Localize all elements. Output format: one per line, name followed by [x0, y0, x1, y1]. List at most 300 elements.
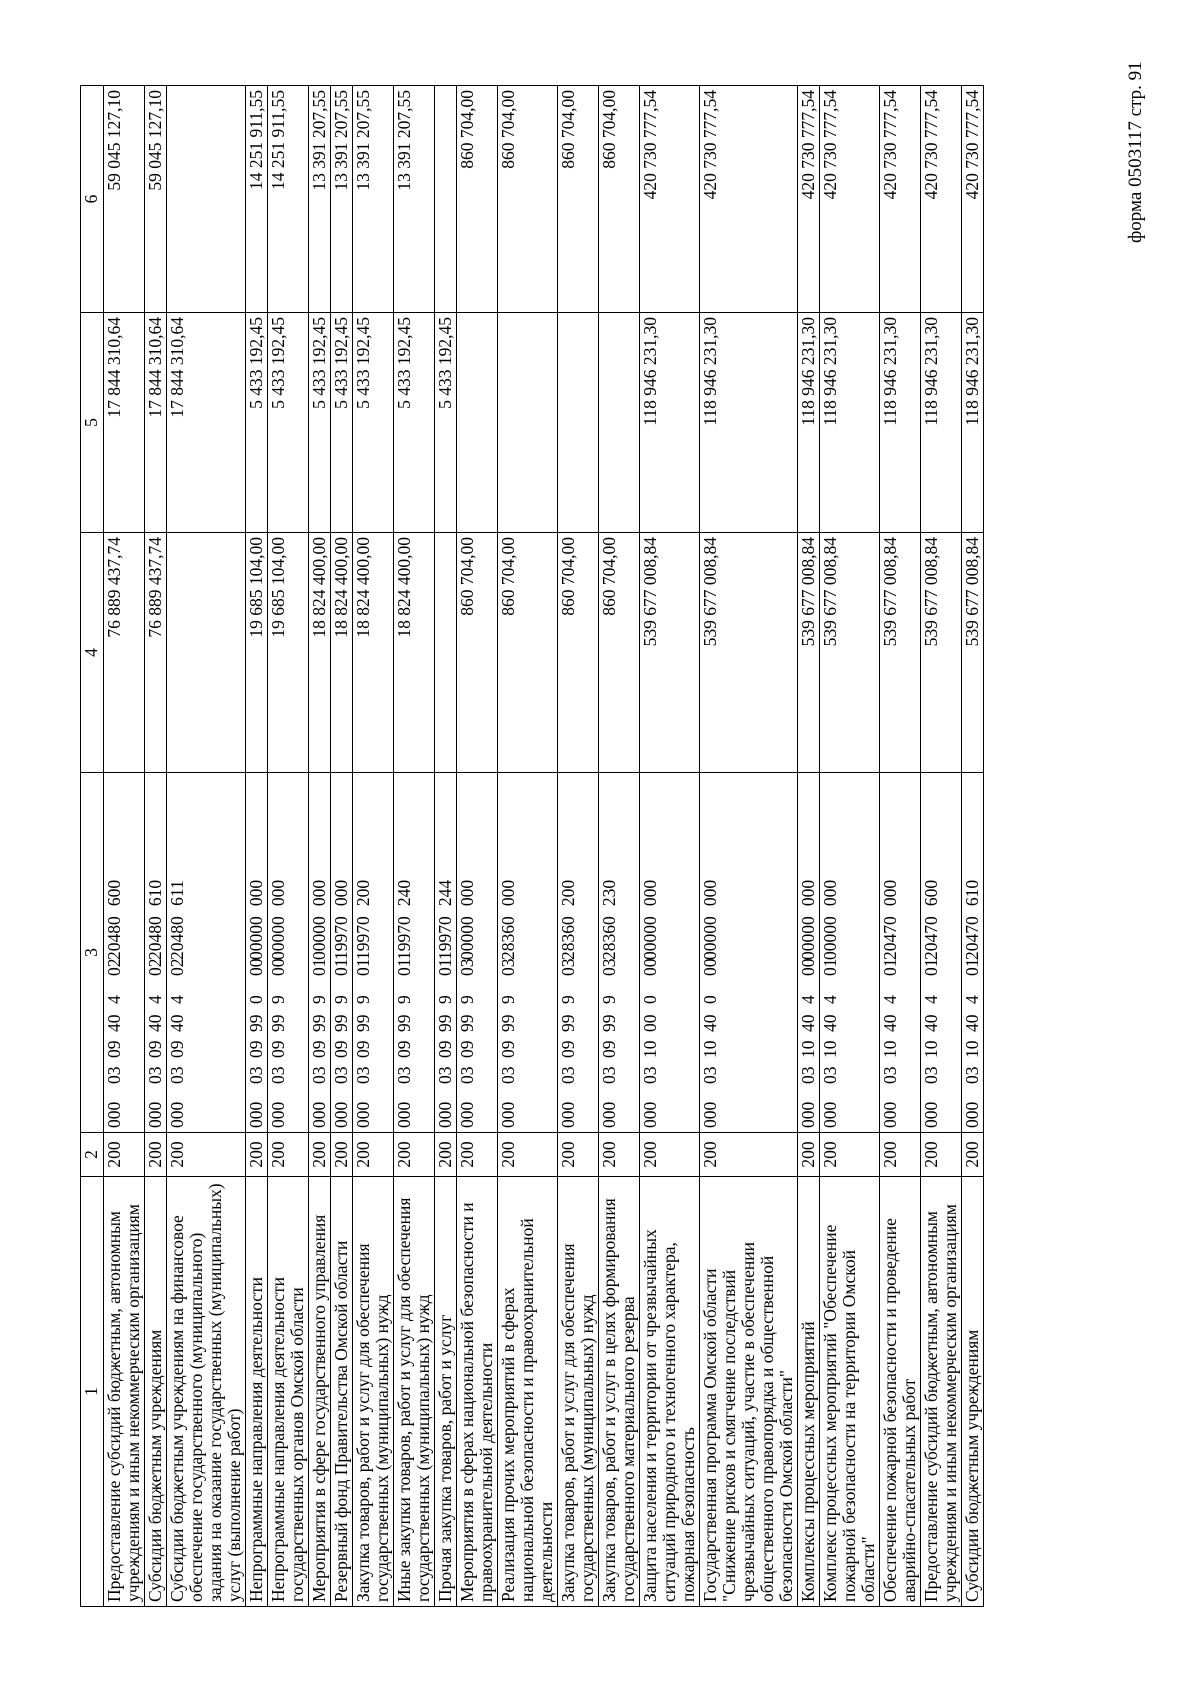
row-budget-code: [599, 773, 640, 1133]
code-part: 000: [820, 879, 840, 907]
code-part: 9: [268, 995, 288, 1004]
code-part: 4: [798, 995, 818, 1004]
row-line-code: 200: [921, 1133, 962, 1177]
code-part: 01: [435, 958, 455, 976]
code-part: 40: [104, 1014, 124, 1032]
column-header: 6: [81, 86, 104, 313]
code-part: 000: [798, 879, 818, 907]
budget-code-parts: [641, 773, 660, 1132]
code-part: 19970: [435, 916, 455, 960]
code-part: 03: [798, 1066, 818, 1084]
form-label: форма 0503117 стр. 91: [1125, 61, 1146, 243]
table-row: [640, 86, 700, 1607]
unexecuted-amount: 420 730 777,54: [640, 86, 700, 313]
code-part: 09: [498, 1040, 518, 1058]
code-part: 230: [599, 879, 619, 907]
code-part: 03: [145, 1066, 165, 1084]
code-part: 9: [498, 995, 518, 1004]
row-name: Субсидии бюджетным учреждениям: [145, 1177, 167, 1607]
executed-amount: 5 433 192,45: [309, 313, 331, 533]
unexecuted-amount: 860 704,00: [558, 86, 599, 313]
code-part: 4: [145, 995, 165, 1004]
code-part: 20480: [104, 916, 124, 960]
approved-amount: 539 677 008,84: [640, 533, 700, 773]
code-part: 000: [331, 879, 351, 907]
column-header: 5: [81, 313, 104, 533]
row-name: Комплексы процессных мероприятий: [798, 1177, 820, 1607]
budget-code-parts: [963, 773, 982, 1132]
executed-amount: 118 946 231,30: [640, 313, 700, 533]
table-row: [353, 86, 394, 1607]
approved-amount: 18 824 400,00: [353, 533, 394, 773]
unexecuted-amount: 13 391 207,55: [331, 86, 353, 313]
code-part: 000: [798, 1101, 818, 1128]
code-part: 000: [700, 879, 720, 907]
code-part: 244: [435, 879, 455, 907]
code-part: 20470: [880, 916, 900, 960]
code-part: 99: [246, 1014, 266, 1032]
code-part: 000: [457, 879, 477, 907]
code-part: 09: [558, 1040, 578, 1058]
code-part: 000: [268, 1101, 288, 1128]
row-name: Резервный фонд Правительства Омской области: [331, 1177, 353, 1607]
unexecuted-amount: 13 391 207,55: [394, 86, 435, 313]
code-part: 4: [820, 995, 840, 1004]
code-part: 20480: [145, 916, 165, 960]
code-part: 00000: [457, 916, 477, 960]
code-part: 600: [104, 879, 124, 907]
code-part: 40: [167, 1014, 187, 1032]
row-budget-code: [457, 773, 498, 1133]
code-part: 000: [309, 879, 329, 907]
code-part: 01: [309, 958, 329, 976]
unexecuted-amount: 13 391 207,55: [309, 86, 331, 313]
row-line-code: 200: [246, 1133, 268, 1177]
code-part: 01: [353, 958, 373, 976]
code-part: 03: [167, 1066, 187, 1084]
code-part: 00000: [820, 916, 840, 960]
approved-amount: 76 889 437,74: [145, 533, 167, 773]
code-part: 000: [268, 879, 288, 907]
row-line-code: 200: [820, 1133, 880, 1177]
unexecuted-amount: 14 251 911,55: [268, 86, 309, 313]
budget-code-parts: [269, 773, 288, 1132]
code-part: 000: [104, 1101, 124, 1128]
budget-code-parts: [701, 773, 720, 1132]
code-part: 4: [880, 995, 900, 1004]
row-budget-code: [331, 773, 353, 1133]
row-budget-code: [246, 773, 268, 1133]
code-part: 610: [962, 879, 982, 907]
code-part: 00: [798, 958, 818, 976]
row-name: Государственная программа Омской области "Снижение рисков и смягчение последствий чрезвычайных ситуаций, участие в обеспечении общественного правопорядка и общественной безопасности Омской области": [700, 1177, 798, 1607]
code-part: 10: [880, 1040, 900, 1058]
row-line-code: 200: [331, 1133, 353, 1177]
row-line-code: 200: [880, 1133, 921, 1177]
budget-code-parts: [499, 773, 518, 1132]
unexecuted-amount: 420 730 777,54: [700, 86, 798, 313]
executed-amount: 17 844 310,64: [104, 313, 145, 533]
code-part: 000: [394, 1101, 414, 1128]
row-name: Закупка товаров, работ и услуг для обеспечения государственных (муниципальных) нужд: [558, 1177, 599, 1607]
table-row: [558, 86, 599, 1607]
code-part: 4: [962, 995, 982, 1004]
executed-amount: 118 946 231,30: [921, 313, 962, 533]
code-part: 03: [268, 1066, 288, 1084]
code-part: 09: [599, 1040, 619, 1058]
code-part: 02: [167, 958, 187, 976]
code-part: 00000: [640, 916, 660, 960]
unexecuted-amount: 860 704,00: [457, 86, 498, 313]
code-part: 03: [435, 1066, 455, 1084]
approved-amount: 860 704,00: [498, 533, 558, 773]
code-part: 99: [394, 1014, 414, 1032]
code-part: 0: [246, 995, 266, 1004]
code-part: 03: [640, 1066, 660, 1084]
approved-amount: 539 677 008,84: [921, 533, 962, 773]
budget-code-parts: [354, 773, 373, 1132]
code-part: 0: [700, 995, 720, 1004]
unexecuted-amount: 420 730 777,54: [880, 86, 921, 313]
row-budget-code: [104, 773, 145, 1133]
code-part: 000: [558, 1101, 578, 1128]
code-part: 00000: [246, 916, 266, 960]
code-part: 03: [498, 1066, 518, 1084]
code-part: 09: [145, 1040, 165, 1058]
row-budget-code: [558, 773, 599, 1133]
code-part: 03: [309, 1066, 329, 1084]
code-part: 03: [599, 958, 619, 976]
table-row: [962, 86, 984, 1607]
code-part: 99: [268, 1014, 288, 1032]
code-part: 000: [640, 1101, 660, 1128]
column-header: 3: [81, 773, 104, 1133]
code-part: 000: [498, 1101, 518, 1128]
row-budget-code: [640, 773, 700, 1133]
code-part: 000: [435, 1101, 455, 1128]
row-name: Мероприятия в сферах национальной безопасности и правоохранительной деятельности: [457, 1177, 498, 1607]
code-part: 00: [640, 1014, 660, 1032]
code-part: 03: [880, 1066, 900, 1084]
code-part: 28360: [599, 916, 619, 960]
budget-code-parts: [146, 773, 165, 1132]
header-row: [81, 86, 104, 1607]
table-row: [599, 86, 640, 1607]
approved-amount: 539 677 008,84: [880, 533, 921, 773]
table-row: [921, 86, 962, 1607]
table-row: [435, 86, 457, 1607]
table-row: [820, 86, 880, 1607]
code-part: 19970: [353, 916, 373, 960]
row-budget-code: [820, 773, 880, 1133]
table-row: [309, 86, 331, 1607]
unexecuted-amount: 13 391 207,55: [353, 86, 394, 313]
code-part: 611: [167, 880, 187, 906]
code-part: 40: [962, 1014, 982, 1032]
code-part: 99: [353, 1014, 373, 1032]
budget-code-parts: [168, 773, 187, 1132]
unexecuted-amount: [435, 86, 457, 313]
row-budget-code: [962, 773, 984, 1133]
row-budget-code: [268, 773, 309, 1133]
code-part: 40: [880, 1014, 900, 1032]
code-part: 4: [167, 995, 187, 1004]
unexecuted-amount: 860 704,00: [498, 86, 558, 313]
budget-code-parts: [458, 773, 477, 1132]
executed-amount: 5 433 192,45: [353, 313, 394, 533]
budget-code-parts: [881, 773, 900, 1132]
code-part: 4: [921, 995, 941, 1004]
code-part: 40: [145, 1014, 165, 1032]
row-line-code: 200: [268, 1133, 309, 1177]
row-budget-code: [921, 773, 962, 1133]
code-part: 03: [498, 958, 518, 976]
code-part: 01: [880, 958, 900, 976]
code-part: 0: [640, 995, 660, 1004]
code-part: 03: [599, 1066, 619, 1084]
code-part: 03: [700, 1066, 720, 1084]
executed-amount: 118 946 231,30: [798, 313, 820, 533]
code-part: 40: [921, 1014, 941, 1032]
code-part: 000: [246, 879, 266, 907]
approved-amount: 539 677 008,84: [700, 533, 798, 773]
budget-code-parts: [600, 773, 619, 1132]
executed-amount: 118 946 231,30: [820, 313, 880, 533]
code-part: 10: [962, 1040, 982, 1058]
code-part: 000: [921, 1101, 941, 1128]
code-part: 99: [331, 1014, 351, 1032]
unexecuted-amount: [167, 86, 246, 313]
budget-code-parts: [395, 773, 414, 1132]
executed-amount: 118 946 231,30: [880, 313, 921, 533]
approved-amount: 19 685 104,00: [246, 533, 268, 773]
unexecuted-amount: 59 045 127,10: [145, 86, 167, 313]
table-row: [457, 86, 498, 1607]
row-line-code: 200: [104, 1133, 145, 1177]
code-part: 09: [167, 1040, 187, 1058]
code-part: 00000: [798, 916, 818, 960]
budget-code-parts: [799, 773, 818, 1132]
code-part: 01: [921, 958, 941, 976]
approved-amount: 18 824 400,00: [331, 533, 353, 773]
table-row: [700, 86, 798, 1607]
row-line-code: 200: [558, 1133, 599, 1177]
code-part: 03: [331, 1066, 351, 1084]
row-budget-code: [435, 773, 457, 1133]
row-name: Обеспечение пожарной безопасности и проведение аварийно-спасательных работ: [880, 1177, 921, 1607]
code-part: 000: [880, 879, 900, 907]
code-part: 600: [921, 879, 941, 907]
row-budget-code: [309, 773, 331, 1133]
unexecuted-amount: 420 730 777,54: [798, 86, 820, 313]
approved-amount: 539 677 008,84: [820, 533, 880, 773]
code-part: 03: [457, 958, 477, 976]
row-line-code: 200: [599, 1133, 640, 1177]
table-row: [246, 86, 268, 1607]
code-part: 9: [309, 995, 329, 1004]
code-part: 03: [457, 1066, 477, 1084]
row-budget-code: [700, 773, 798, 1133]
code-part: 000: [353, 1101, 373, 1128]
row-name: Предоставление субсидий бюджетным, автономным учреждениям и иным некоммерческим организациям: [921, 1177, 962, 1607]
unexecuted-amount: 420 730 777,54: [921, 86, 962, 313]
code-part: 9: [394, 995, 414, 1004]
code-part: 19970: [394, 916, 414, 960]
code-part: 10: [700, 1040, 720, 1058]
code-part: 02: [104, 958, 124, 976]
code-part: 00000: [268, 916, 288, 960]
unexecuted-amount: 420 730 777,54: [962, 86, 984, 313]
row-budget-code: [353, 773, 394, 1133]
row-budget-code: [880, 773, 921, 1133]
code-part: 9: [435, 995, 455, 1004]
code-part: 28360: [498, 916, 518, 960]
code-part: 000: [331, 1101, 351, 1128]
column-header: 2: [81, 1133, 104, 1177]
code-part: 9: [457, 995, 477, 1004]
table-row: [394, 86, 435, 1607]
row-name: Комплекс процессных мероприятий "Обеспечение пожарной безопасности на территории Омской области": [820, 1177, 880, 1607]
code-part: 9: [331, 995, 351, 1004]
code-part: 09: [353, 1040, 373, 1058]
code-part: 99: [498, 1014, 518, 1032]
row-name: Субсидии бюджетным учреждениям: [962, 1177, 984, 1607]
approved-amount: 18 824 400,00: [309, 533, 331, 773]
unexecuted-amount: 59 045 127,10: [104, 86, 145, 313]
code-part: 03: [246, 1066, 266, 1084]
row-line-code: 200: [394, 1133, 435, 1177]
code-part: 99: [309, 1014, 329, 1032]
row-name: Предоставление субсидий бюджетным, автономным учреждениям и иным некоммерческим организациям: [104, 1177, 145, 1607]
executed-amount: 5 433 192,45: [394, 313, 435, 533]
table-row: [498, 86, 558, 1607]
table-row: [268, 86, 309, 1607]
code-part: 09: [457, 1040, 477, 1058]
code-part: 09: [435, 1040, 455, 1058]
code-part: 000: [498, 879, 518, 907]
code-part: 03: [962, 1066, 982, 1084]
table-row: [167, 86, 246, 1607]
budget-code-parts: [105, 773, 124, 1132]
code-part: 000: [880, 1101, 900, 1128]
unexecuted-amount: 860 704,00: [599, 86, 640, 313]
code-part: 02: [145, 958, 165, 976]
code-part: 99: [457, 1014, 477, 1032]
row-name: Субсидии бюджетным учреждениям на финансовое обеспечение государственного (муниципального) задания на оказание государственных (муниципальных) услуг (выполнение работ): [167, 1177, 246, 1607]
code-part: 10: [798, 1040, 818, 1058]
code-part: 09: [309, 1040, 329, 1058]
unexecuted-amount: 420 730 777,54: [820, 86, 880, 313]
row-line-code: 200: [353, 1133, 394, 1177]
executed-amount: 5 433 192,45: [246, 313, 268, 533]
code-part: 09: [331, 1040, 351, 1058]
code-part: 20470: [962, 916, 982, 960]
table-row: [104, 86, 145, 1607]
code-part: 4: [104, 995, 124, 1004]
row-budget-code: [145, 773, 167, 1133]
code-part: 03: [558, 1066, 578, 1084]
code-part: 9: [353, 995, 373, 1004]
column-header: 4: [81, 533, 104, 773]
code-part: 000: [962, 1101, 982, 1128]
row-line-code: 200: [498, 1133, 558, 1177]
budget-code-parts: [310, 773, 329, 1132]
code-part: 03: [394, 1066, 414, 1084]
executed-amount: 5 433 192,45: [331, 313, 353, 533]
code-part: 09: [268, 1040, 288, 1058]
code-part: 10: [921, 1040, 941, 1058]
row-budget-code: [498, 773, 558, 1133]
code-part: 01: [331, 958, 351, 976]
code-part: 01: [394, 958, 414, 976]
code-part: 200: [353, 879, 373, 907]
row-name: Иные закупки товаров, работ и услуг для обеспечения государственных (муниципальных) нужд: [394, 1177, 435, 1607]
approved-amount: [167, 533, 246, 773]
code-part: 000: [246, 1101, 266, 1128]
code-part: 00: [268, 958, 288, 976]
code-part: 000: [457, 1101, 477, 1128]
table-row: [145, 86, 167, 1607]
executed-amount: [457, 313, 498, 533]
code-part: 03: [104, 1066, 124, 1084]
row-line-code: 200: [798, 1133, 820, 1177]
code-part: 40: [700, 1014, 720, 1032]
approved-amount: 539 677 008,84: [962, 533, 984, 773]
code-part: 000: [640, 879, 660, 907]
table-row: [798, 86, 820, 1607]
approved-amount: [435, 533, 457, 773]
code-part: 00: [700, 958, 720, 976]
row-line-code: 200: [435, 1133, 457, 1177]
executed-amount: 17 844 310,64: [145, 313, 167, 533]
executed-amount: [558, 313, 599, 533]
code-part: 09: [394, 1040, 414, 1058]
budget-code-parts: [247, 773, 266, 1132]
row-name: Мероприятия в сфере государственного управления: [309, 1177, 331, 1607]
budget-code-parts: [922, 773, 941, 1132]
code-part: 000: [700, 1101, 720, 1128]
code-part: 03: [353, 1066, 373, 1084]
approved-amount: 19 685 104,00: [268, 533, 309, 773]
row-budget-code: [167, 773, 246, 1133]
code-part: 01: [962, 958, 982, 976]
code-part: 10: [820, 1040, 840, 1058]
code-part: 000: [820, 1101, 840, 1128]
executed-amount: [599, 313, 640, 533]
code-part: 00: [640, 958, 660, 976]
row-line-code: 200: [457, 1133, 498, 1177]
approved-amount: 860 704,00: [558, 533, 599, 773]
row-budget-code: [798, 773, 820, 1133]
row-line-code: 200: [962, 1133, 984, 1177]
budget-code-parts: [559, 773, 578, 1132]
row-name: Закупка товаров, работ и услуг для обеспечения государственных (муниципальных) нужд: [353, 1177, 394, 1607]
code-part: 00000: [700, 916, 720, 960]
code-part: 9: [558, 995, 578, 1004]
row-name: Защита населения и территории от чрезвычайных ситуаций природного и техногенного характера, пожарная безопасность: [640, 1177, 700, 1607]
executed-amount: 5 433 192,45: [435, 313, 457, 533]
code-part: 20480: [167, 916, 187, 960]
code-part: 40: [798, 1014, 818, 1032]
approved-amount: 539 677 008,84: [798, 533, 820, 773]
row-name: Закупка товаров, работ и услуг в целях формирования государственного материального резерва: [599, 1177, 640, 1607]
budget-code-parts: [332, 773, 351, 1132]
code-part: 000: [145, 1101, 165, 1128]
unexecuted-amount: 14 251 911,55: [246, 86, 268, 313]
code-part: 19970: [331, 916, 351, 960]
code-part: 200: [558, 879, 578, 907]
row-line-code: 200: [167, 1133, 246, 1177]
